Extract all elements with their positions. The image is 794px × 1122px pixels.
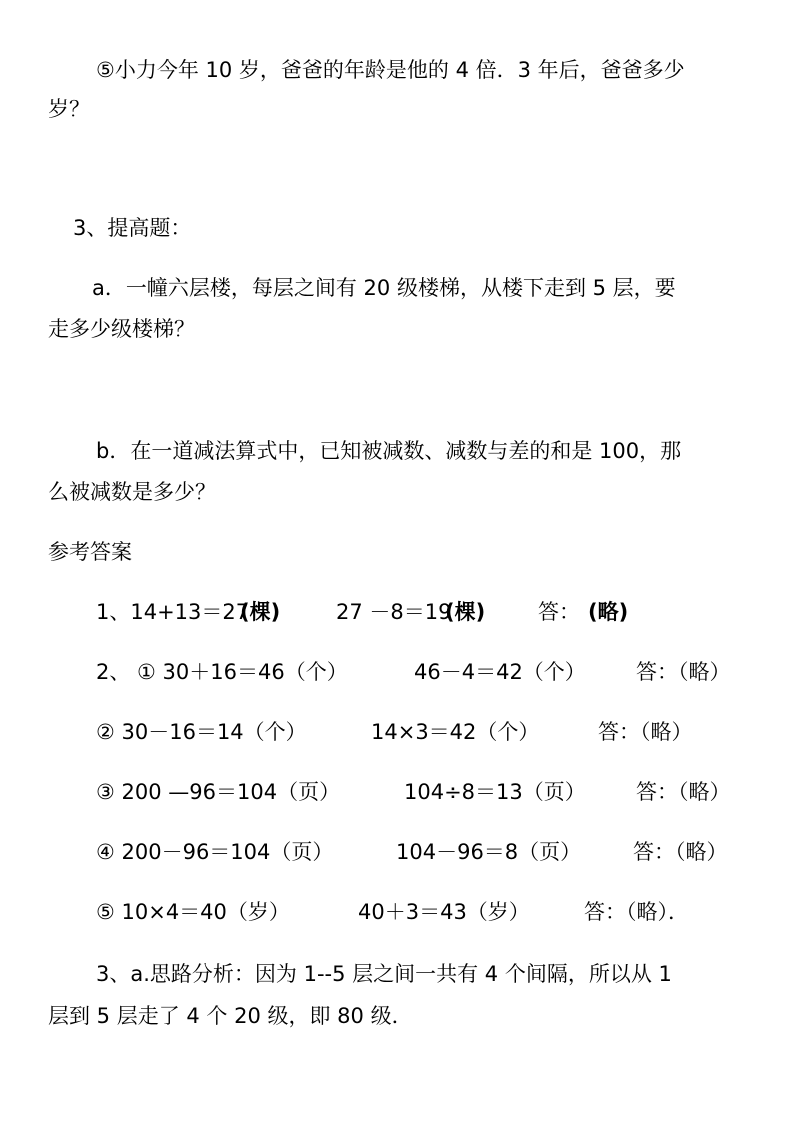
problem-5-line-1: ⑤小力今年 10 岁，爸爸的年龄是他的 4 倍．3 年后，爸爸多少 [96,58,685,82]
answer-3-calc-2: 14×3＝42（个） [371,720,540,744]
answer-6-ans: 答：（略）． [584,900,689,924]
answer-2-calc-2: 46－4＝42（个） [414,660,586,684]
answer-4-ans: 答：（略） [636,780,731,804]
answer-2-ans: 答：（略） [636,660,731,684]
question-b-line-2: 么被减数是多少？ [48,480,216,504]
answer-1-ans-value: (略) [588,600,629,624]
answer-1-unit-2: (棵) [445,600,486,624]
answer-5-ans: 答：（略） [633,840,728,864]
answer-6-calc-1: ⑤ 10×4＝40（岁） [96,900,290,924]
analysis-line-1: 3、a.思路分析：因为 1--5 层之间一共有 4 个间隔，所以从 1 [96,962,672,986]
answer-4-calc-1: ③ 200 —96＝104（页） [96,780,341,804]
question-a-line-1: a．一幢六层楼，每层之间有 20 级楼梯，从楼下走到 5 层，要 [92,276,676,300]
answer-5-calc-2: 104－96＝8（页） [396,840,582,864]
analysis-line-2: 层到 5 层走了 4 个 20 级，即 80 级． [48,1004,413,1028]
section-3-heading: 3、提高题： [73,216,192,240]
problem-5-line-2: 岁？ [48,97,90,121]
answer-1-ans: 答： [538,600,580,624]
answer-6-calc-2: 40＋3＝43（岁） [358,900,530,924]
answer-3-ans: 答：（略） [598,720,693,744]
answer-1-calc-1: 1、14+13＝27 [96,600,250,624]
answer-3-calc-1: ② 30－16＝14（个） [96,720,307,744]
answers-heading: 参考答案 [48,540,132,564]
question-a-line-2: 走多少级楼梯？ [48,317,195,341]
answer-5-calc-1: ④ 200－96＝104（页） [96,840,334,864]
answer-1-unit-1: (棵) [240,600,281,624]
question-b-line-1: b．在一道减法算式中，已知被减数、减数与差的和是 100，那 [96,439,682,463]
answer-4-calc-2: 104÷8＝13（页） [404,780,586,804]
answer-1-calc-2: 27 －8＝19 [336,600,452,624]
answer-2-calc-1: 2、 ① 30＋16＝46（个） [96,660,348,684]
